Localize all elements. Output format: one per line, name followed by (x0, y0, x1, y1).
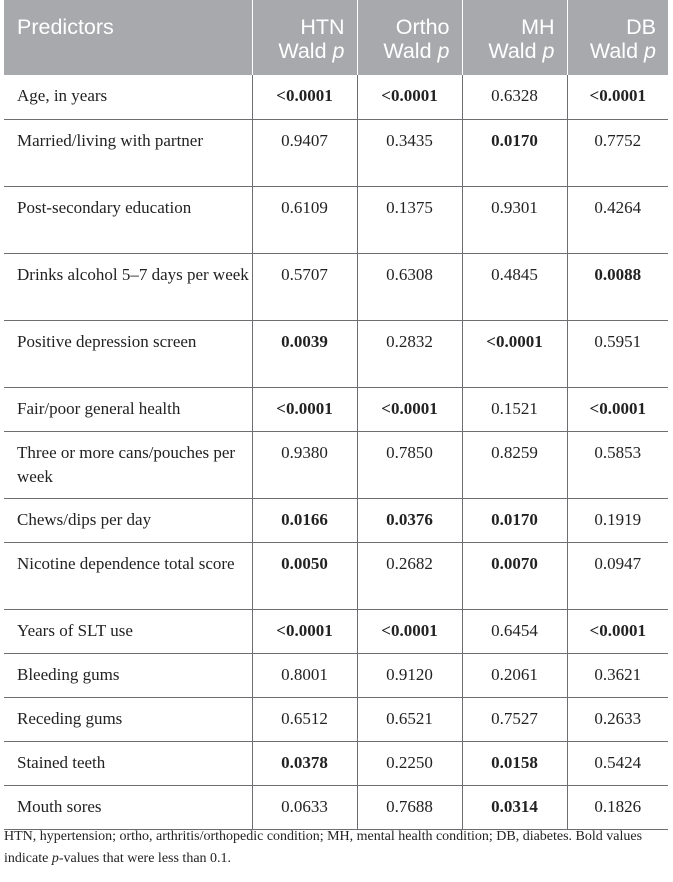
table-row (4, 186, 668, 253)
table-row (4, 320, 668, 387)
header-db (567, 0, 668, 75)
table-header (4, 0, 668, 75)
table-row (4, 609, 668, 653)
table-row (4, 387, 668, 431)
header-mh-wald: Wald p (488, 39, 555, 63)
predictor-label: Mouth sores (17, 796, 102, 816)
mh-value: 0.7527 (462, 697, 567, 741)
predictor-label: Three or more cans/pouches per week (17, 442, 236, 486)
table-row (4, 119, 668, 186)
htn-value: 0.0166 (252, 498, 357, 542)
ortho-value: 0.7688 (357, 785, 462, 829)
header-ortho (357, 0, 462, 75)
mh-value: 0.0314 (462, 785, 567, 829)
table-row (4, 431, 668, 498)
db-value: <0.0001 (567, 609, 668, 653)
htn-value: 0.6109 (252, 186, 357, 253)
table-row (4, 75, 668, 119)
db-value: 0.4264 (567, 186, 668, 253)
ortho-value: 0.2832 (357, 320, 462, 387)
table-row (4, 542, 668, 609)
predictor-label: Years of SLT use (17, 620, 133, 640)
predictor-label: Positive depression screen (17, 331, 197, 351)
htn-value: <0.0001 (252, 75, 357, 119)
db-value: 0.1826 (567, 785, 668, 829)
mh-value: 0.2061 (462, 653, 567, 697)
predictor-label: Nicotine dependence total score (17, 553, 235, 573)
predictor-label: Receding gums (17, 708, 123, 728)
ortho-value: 0.7850 (357, 431, 462, 498)
db-value: 0.5853 (567, 431, 668, 498)
htn-value: 0.5707 (252, 253, 357, 320)
mh-value: 0.0158 (462, 741, 567, 785)
htn-value: 0.0039 (252, 320, 357, 387)
ortho-value: 0.2250 (357, 741, 462, 785)
predictor-label: Fair/poor general health (17, 398, 181, 418)
table-body (4, 75, 668, 829)
table-footnote: HTN, hypertension; ortho, arthritis/orthopedic condition; MH, mental health condition; DB, diabetes. Bold values indicate p-values that were less than 0.1. (4, 829, 643, 866)
table-row (4, 253, 668, 320)
htn-value: <0.0001 (252, 609, 357, 653)
htn-value: 0.0378 (252, 741, 357, 785)
mh-value: 0.0070 (462, 542, 567, 609)
wald-p-values-table (4, 0, 668, 830)
htn-value: 0.8001 (252, 653, 357, 697)
header-db-wald: Wald p (589, 39, 656, 63)
table-row (4, 697, 668, 741)
db-value: 0.5424 (567, 741, 668, 785)
header-htn-wald: Wald p (278, 39, 345, 63)
header-predictors (4, 0, 252, 75)
ortho-value: 0.6521 (357, 697, 462, 741)
ortho-value: 0.0376 (357, 498, 462, 542)
ortho-value: 0.9120 (357, 653, 462, 697)
db-value: 0.5951 (567, 320, 668, 387)
mh-value: 0.0170 (462, 498, 567, 542)
ortho-value: 0.6308 (357, 253, 462, 320)
ortho-value: <0.0001 (357, 75, 462, 119)
header-mh-label: MH (521, 15, 555, 39)
ortho-value: 0.2682 (357, 542, 462, 609)
htn-value: 0.9380 (252, 431, 357, 498)
predictor-label: Chews/dips per day (17, 509, 152, 529)
ortho-value: <0.0001 (357, 609, 462, 653)
header-htn-label: HTN (300, 15, 345, 39)
db-value: 0.0088 (567, 253, 668, 320)
db-value: <0.0001 (567, 387, 668, 431)
htn-value: 0.0050 (252, 542, 357, 609)
mh-value: <0.0001 (462, 320, 567, 387)
ortho-value: 0.3435 (357, 119, 462, 186)
header-htn (252, 0, 357, 75)
header-db-label: DB (626, 15, 656, 39)
results-table-container (4, 0, 668, 830)
ortho-value: 0.1375 (357, 186, 462, 253)
table-row (4, 785, 668, 829)
predictor-label: Post-secondary education (17, 197, 192, 217)
mh-value: 0.4845 (462, 253, 567, 320)
htn-value: 0.9407 (252, 119, 357, 186)
db-value: 0.2633 (567, 697, 668, 741)
mh-value: 0.6454 (462, 609, 567, 653)
mh-value: 0.1521 (462, 387, 567, 431)
mh-value: 0.9301 (462, 186, 567, 253)
header-ortho-label: Ortho (395, 15, 450, 39)
header-predictors-label: Predictors (17, 15, 114, 39)
mh-value: 0.8259 (462, 431, 567, 498)
mh-value: 0.6328 (462, 75, 567, 119)
header-ortho-wald: Wald p (383, 39, 450, 63)
header-mh (462, 0, 567, 75)
db-value: 0.0947 (567, 542, 668, 609)
db-value: <0.0001 (567, 75, 668, 119)
db-value: 0.7752 (567, 119, 668, 186)
predictor-label: Bleeding gums (17, 664, 120, 684)
predictor-label: Age, in years (17, 86, 108, 105)
predictor-label: Married/living with partner (17, 130, 204, 150)
table-row (4, 498, 668, 542)
db-value: 0.1919 (567, 498, 668, 542)
htn-value: 0.6512 (252, 697, 357, 741)
ortho-value: <0.0001 (357, 387, 462, 431)
mh-value: 0.0170 (462, 119, 567, 186)
table-row (4, 741, 668, 785)
db-value: 0.3621 (567, 653, 668, 697)
htn-value: 0.0633 (252, 785, 357, 829)
htn-value: <0.0001 (252, 387, 357, 431)
predictor-label: Drinks alcohol 5–7 days per week (17, 264, 249, 284)
table-row (4, 653, 668, 697)
predictor-label: Stained teeth (17, 752, 106, 772)
header-row (4, 0, 668, 75)
